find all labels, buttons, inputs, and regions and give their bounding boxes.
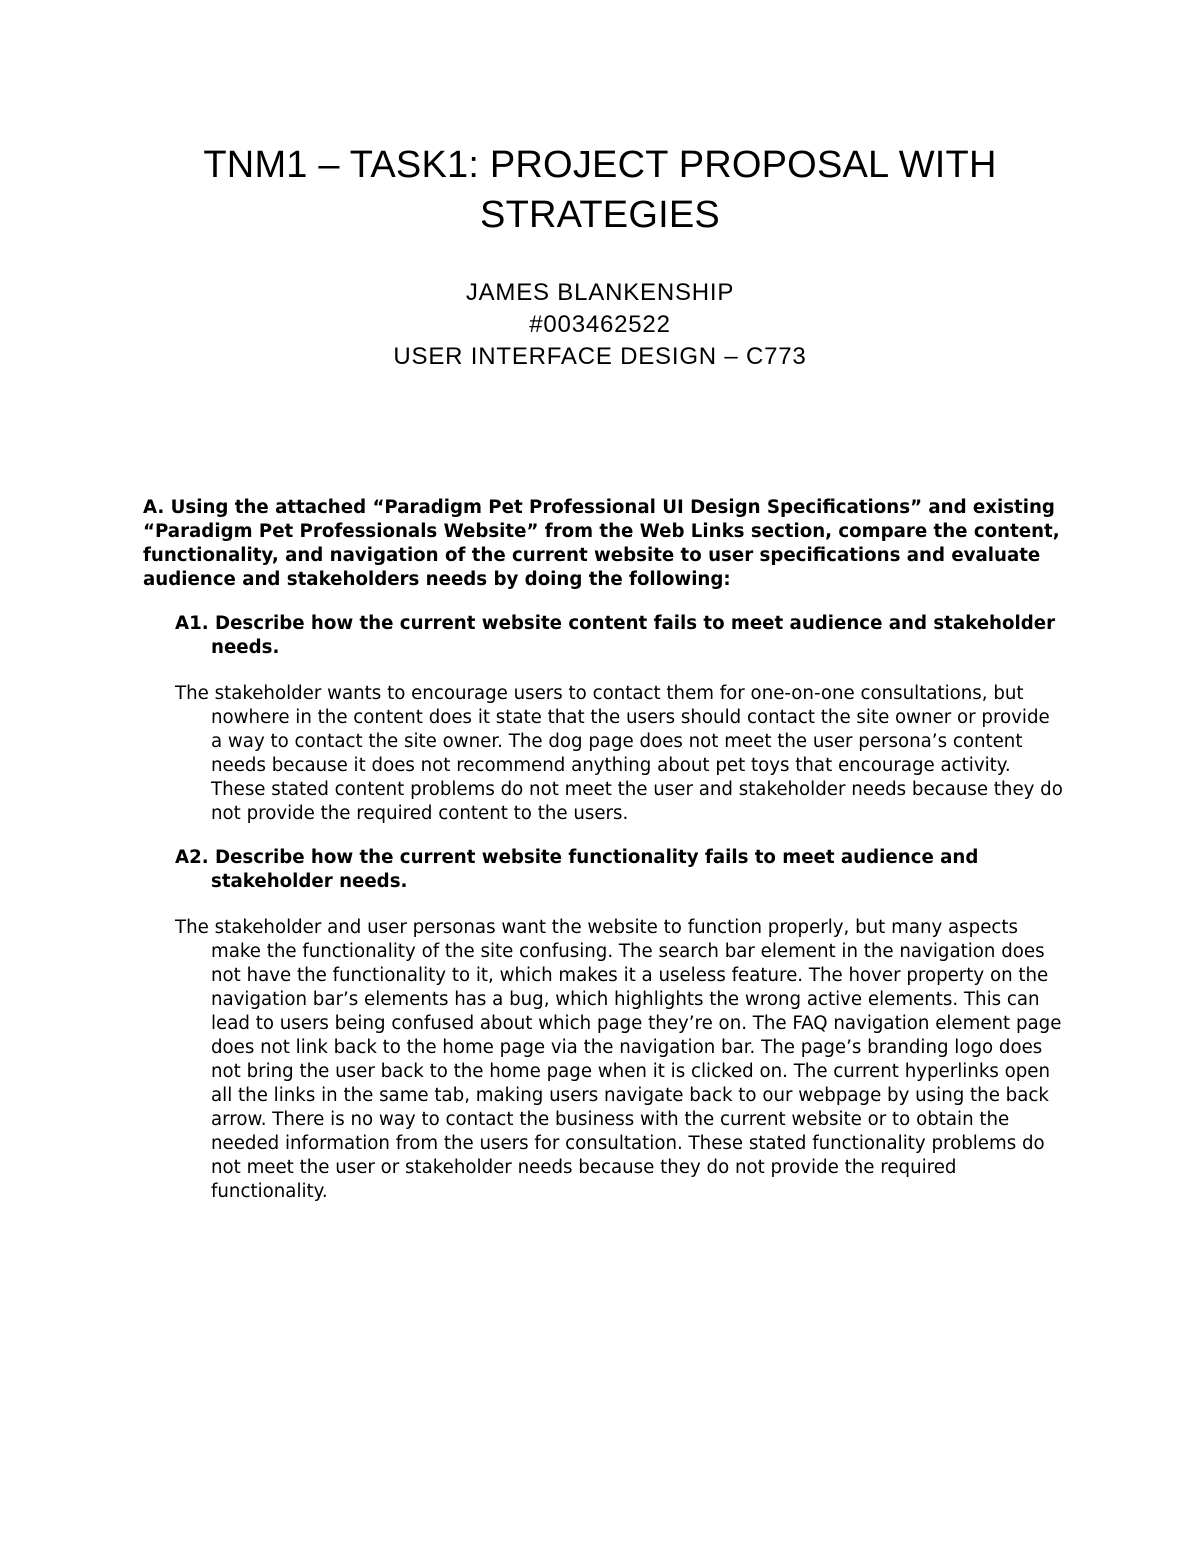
- author-name: JAMES BLANKENSHIP: [465, 279, 735, 306]
- title-line-1: TNM1 – TASK1: PROJECT PROPOSAL WITH: [203, 144, 997, 186]
- a2-answer: The stakeholder and user personas want the website to function properly, but many aspects make the functionality of the site confusing. The search bar element in the navigation does not have the functionality to it, which makes it a useless feature. The hover property on the navigation bar’s elements has a bug, which highlights the wrong active elements. This can lead to users being confused about which page they’re on. The FAQ navigation element page does not link back to the home page via the navigation bar. The page’s branding logo does not bring the user back to the home page when it is clicked on. The current hyperlinks open all the links in the same tab, making users navigate back to our webpage by using the back arrow. There is no way to contact the business with the current website or to obtain the needed information from the users for consultation. These stated functionality problems do not meet the user or stakeholder needs because they do not provide the required functionality.: [175, 917, 1062, 1202]
- document-title: [150, 140, 1050, 240]
- a2-question: A2. Describe how the current website functionality fails to meet audience and stakeholder needs.: [175, 847, 979, 892]
- section-a: [143, 496, 1063, 1204]
- student-id: #003462522: [529, 311, 671, 338]
- a1-answer: The stakeholder wants to encourage users to contact them for one-on-one consultations, but nowhere in the content does it state that the users should contact the site owner or provide a way to contact the site owner. The dog page does not meet the user persona’s content needs because it does not recommend anything about pet toys that encourage activity. These stated content problems do not meet the user and stakeholder needs because they do not provide the required content to the users.: [175, 683, 1063, 824]
- course-name: USER INTERFACE DESIGN – C773: [393, 343, 807, 370]
- section-a-question: A. Using the attached “Paradigm Pet Professional UI Design Specifications” and existing “Paradigm Pet Professionals Website” from the Web Links section, compare the content, functionality, and navigation of the current website to user specifications and evaluate audience and stakeholders needs by doing the following:: [143, 497, 1060, 590]
- title-line-2: STRATEGIES: [480, 194, 720, 236]
- a1-question: A1. Describe how the current website content fails to meet audience and stakeholder needs.: [175, 613, 1056, 658]
- author-block: [150, 277, 1050, 373]
